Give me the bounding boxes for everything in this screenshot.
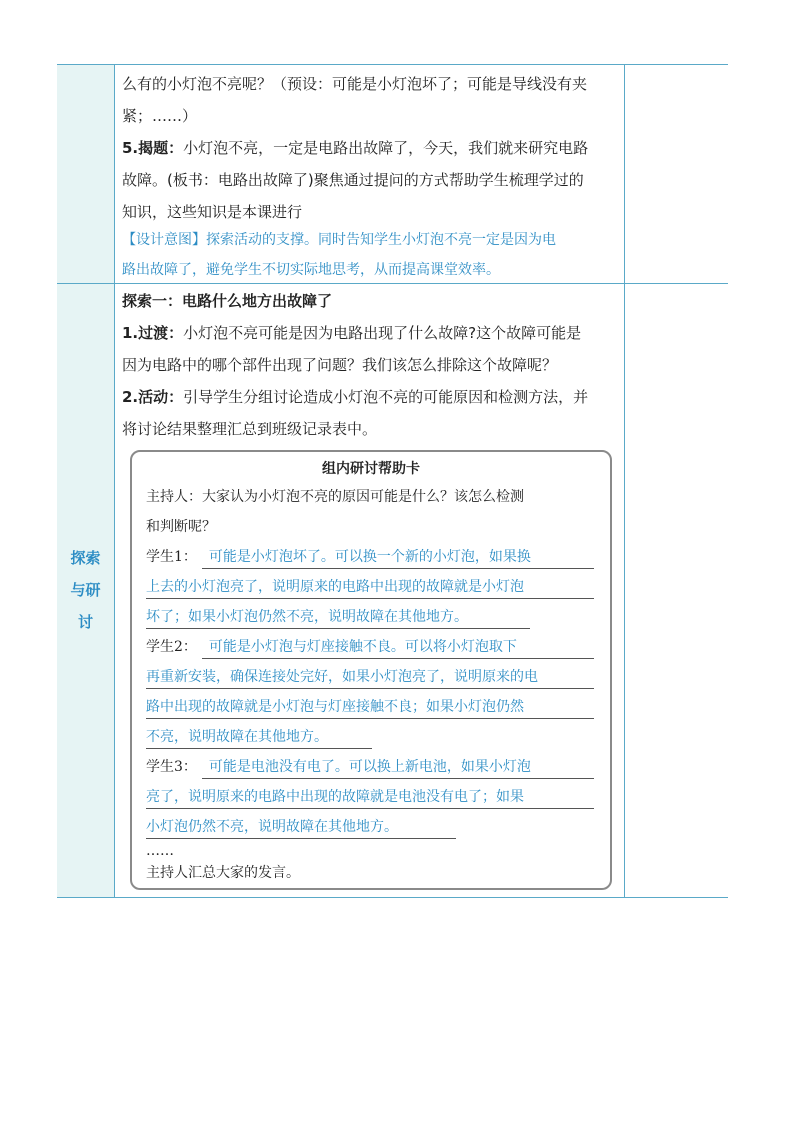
answer-underline [146,808,594,809]
intro-line-1: 么有的小灯泡不亮呢？（预设：可能是小灯泡坏了；可能是导线没有夹 [122,75,588,93]
item2-line-2: 将讨论结果整理汇总到班级记录表中。 [122,420,378,438]
section-label-3: 讨 [77,613,93,631]
intro-line-2: 紧；……） [122,107,198,125]
item5-line-3: 知识，这些知识是本课进行 [122,203,303,221]
item1-line-2: 因为电路中的哪个部件出现了问题？我们该怎么排除这个故障呢？ [122,356,558,374]
left-column [57,64,114,897]
item5-text: 小灯泡不亮，一定是电路出故障了，今天，我们就来研究电路 [183,139,589,157]
item1-text: 小灯泡不亮可能是因为电路出现了什么故障?这个故障可能是 [183,324,582,342]
item5-line-2: 故障。(板书：电路出故障了)聚焦通过提问的方式帮助学生梳理学过的 [122,171,584,189]
design-text: 探索活动的支撑。同时告知学生小灯泡不亮一定是因为电 [206,232,556,248]
answer-underline [202,778,594,779]
item2-line-1 [122,381,620,413]
item1-line-1 [122,317,620,349]
answer-underline [146,748,372,749]
student2-line-4: 不亮，说明故障在其他地方。 [146,729,328,745]
student3-line-2: 亮了，说明原来的电路中出现的故障就是电池没有电了；如果 [146,789,524,805]
card-ellipsis: …… [146,843,174,859]
student2-line-2: 再重新安装，确保连接处完好，如果小灯泡亮了，说明原来的电 [146,669,538,685]
answer-underline [202,658,594,659]
student2-line-1: 学生2： 可能是小灯泡与灯座接触不良。可以将小灯泡取下 [146,639,517,655]
student1-line-3: 坏了；如果小灯泡仍然不亮，说明故障在其他地方。 [146,609,468,625]
column-divider-right [624,64,625,898]
host-line-2: 和判断呢？ [146,519,216,535]
answer-underline [146,718,594,719]
student2-line-3: 路中出现的故障就是小灯泡与灯座接触不良；如果小灯泡仍然 [146,699,524,715]
table-bottom-border [57,897,728,898]
item2-label: 2.活动： [122,388,184,406]
card-summary: 主持人汇总大家的发言。 [146,865,300,881]
item1-label: 1.过渡： [122,324,184,342]
design-line-2: 路出故障了，避免学生不切实际地思考，从而提高课堂效率。 [122,262,500,278]
student3-label: 学生3： [146,759,197,775]
answer-underline [202,568,594,569]
answer-underline [146,628,530,629]
student1-label: 学生1： [146,549,197,565]
design-line-1 [122,224,620,256]
answer-underline [146,598,594,599]
student3-line-1: 学生3： 可能是电池没有电了。可以换上新电池，如果小灯泡 [146,759,531,775]
student2-label: 学生2： [146,639,197,655]
section-label-1: 探索 [70,549,101,567]
student1-line-1: 学生1： 可能是小灯泡坏了。可以换一个新的小灯泡，如果换 [146,549,531,565]
section-label-2: 与研 [70,581,101,599]
item5-line-1 [122,132,620,164]
explore-heading: 探索一：电路什么地方出故障了 [122,292,333,310]
item5-label: 5.揭题： [122,139,184,157]
host-line-1: 主持人：大家认为小灯泡不亮的原因可能是什么？该怎么检测 [146,489,524,505]
card-title: 组内研讨帮助卡 [322,461,420,477]
answer-underline [146,688,594,689]
design-intent-label: 【设计意图】 [122,232,206,248]
discussion-help-card [130,450,612,890]
row-intro [114,64,624,283]
answer-underline [146,838,456,839]
student1-line-2: 上去的小灯泡亮了，说明原来的电路中出现的故障就是小灯泡 [146,579,524,595]
student3-line-3: 小灯泡仍然不亮，说明故障在其他地方。 [146,819,398,835]
item2-text: 引导学生分组讨论造成小灯泡不亮的可能原因和检测方法，并 [183,388,589,406]
lesson-table [57,64,728,898]
